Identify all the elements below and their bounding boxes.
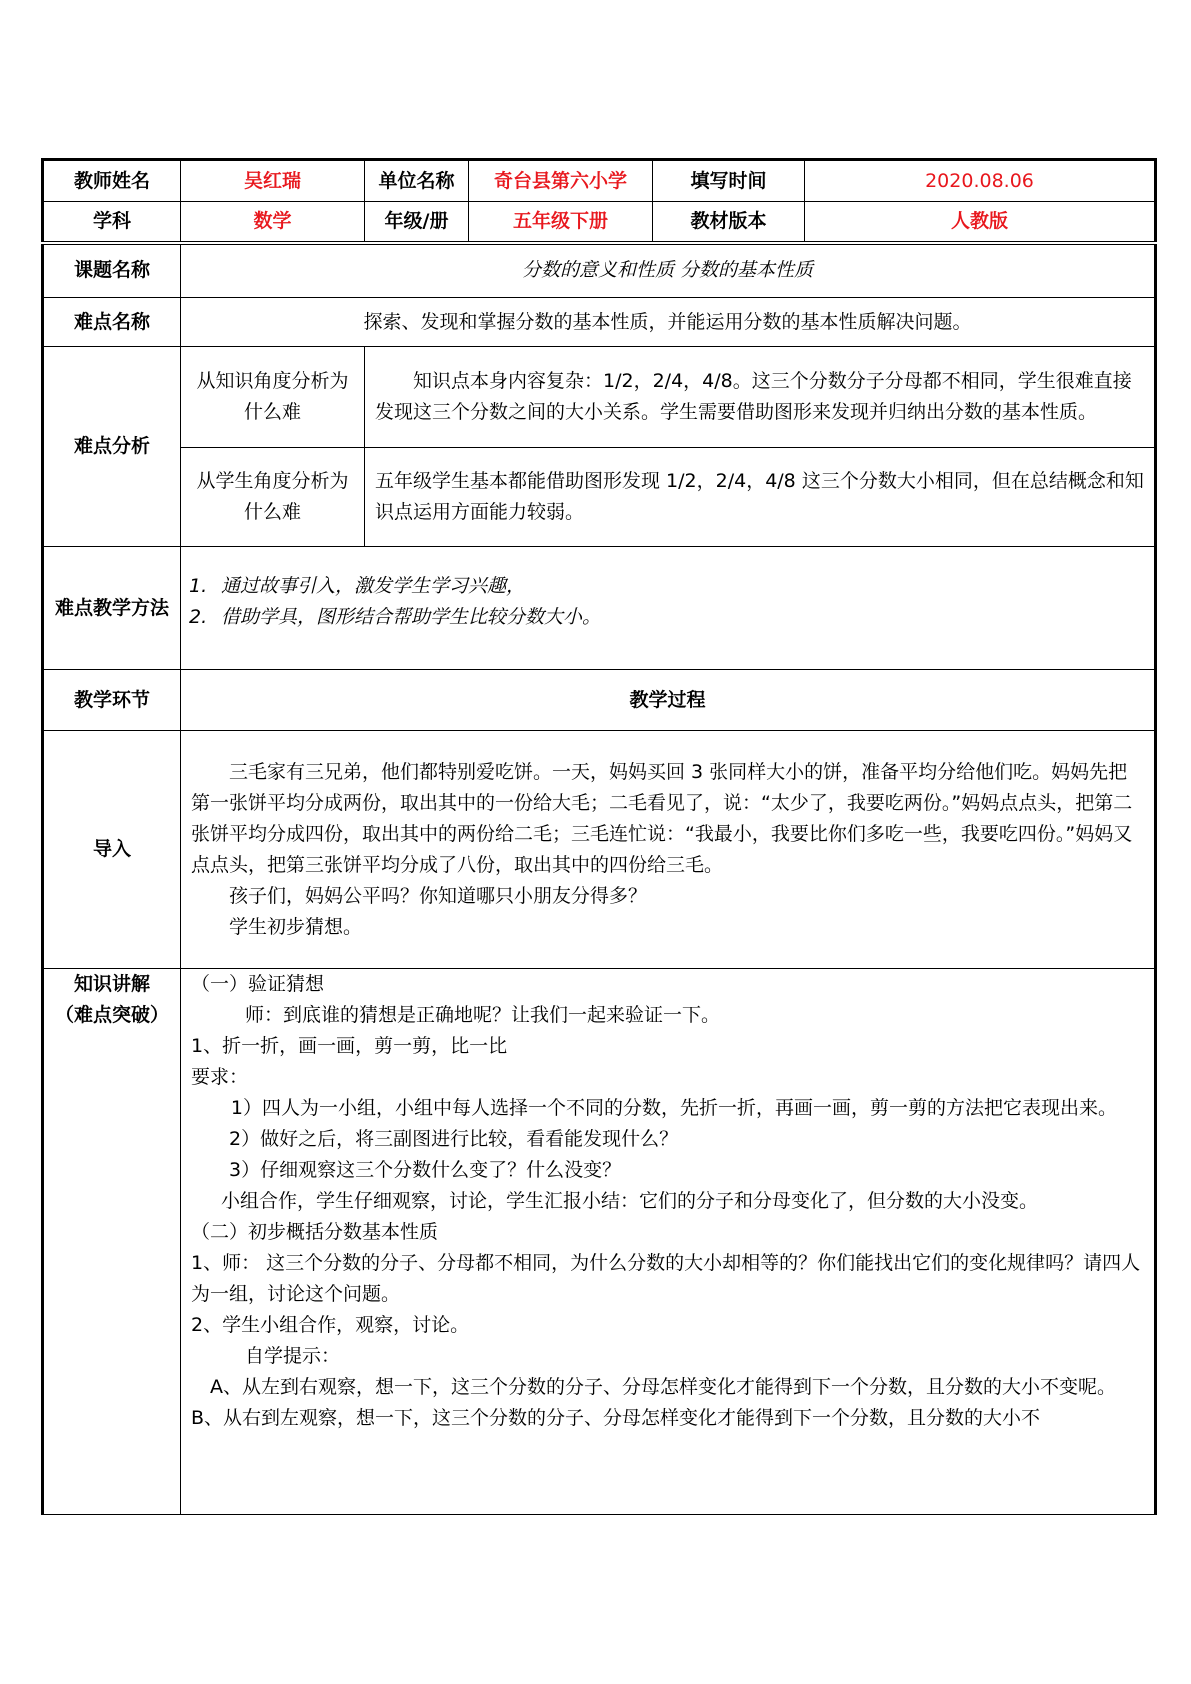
analysis-knowledge-label: 从知识角度分析为什么难 (181, 347, 365, 448)
analysis-label: 难点分析 (43, 347, 181, 547)
analysis-student-cell (365, 448, 1156, 547)
knowledge-line: 要求： (191, 1066, 249, 1088)
knowledge-label-line1: 知识讲解 (73, 973, 150, 995)
methods-label: 难点教学方法 (43, 547, 181, 670)
knowledge-line: 3）仔细观察这三个分数什么变了？什么没变？ (229, 1159, 622, 1181)
knowledge-line: （二）初步概括分数基本性质 (191, 1221, 439, 1243)
methods-cell (181, 547, 1156, 670)
knowledge-line: 2、学生小组合作，观察，讨论。 (191, 1314, 470, 1336)
analysis-student-label: 从学生角度分析为什么难 (181, 448, 365, 547)
knowledge-line: 1、师： 这三个分数的分子、分母都不相同，为什么分数的大小却相等的？你们能找出它们的变化规律吗？请四人为一组，讨论这个问题。 (191, 1252, 1141, 1305)
intro-cell (181, 731, 1156, 969)
knowledge-line: B、从右到左观察，想一下，这三个分数的分子、分母怎样变化才能得到下一个分数，且分数的大小不 (191, 1407, 1041, 1429)
knowledge-label-cell (43, 969, 181, 1515)
knowledge-line: 1、折一折，画一画，剪一剪，比一比 (191, 1035, 508, 1057)
subject-label: 学科 (43, 202, 181, 243)
intro-paragraph: 孩子们，妈妈公平吗？你知道哪只小朋友分得多？ (229, 884, 648, 907)
edition-value: 人教版 (805, 202, 1156, 243)
method-text: 通过故事引入，激发学生学习兴趣， (221, 575, 526, 597)
grade-value: 五年级下册 (469, 202, 653, 243)
knowledge-line: 小组合作，学生仔细观察，讨论，学生汇报小结：它们的分子和分母变化了，但分数的大小没变。 (221, 1190, 1039, 1212)
analysis-knowledge-cell (365, 347, 1156, 448)
grade-label: 年级/册 (365, 202, 469, 243)
unit-label: 单位名称 (365, 160, 469, 202)
method-text: 借助学具，图形结合帮助学生比较分数大小。 (221, 606, 602, 628)
date-label: 填写时间 (653, 160, 805, 202)
knowledge-label-line2: （难点突破） (54, 1004, 169, 1026)
methods-list (189, 571, 1146, 633)
intro-label: 导入 (43, 731, 181, 969)
date-value: 2020.08.06 (805, 160, 1156, 202)
analysis-knowledge-value: 知识点本身内容复杂：1/2，2/4，4/8。这三个分数分子分母都不相同，学生很难直接发现这三个分数之间的大小关系。学生需要借助图形来发现并归纳出分数的基本性质。 (375, 370, 1132, 423)
analysis-student-value: 五年级学生基本都能借助图形发现 1/2，2/4，4/8 这三个分数大小相同，但在总结概念和知识点运用方面能力较弱。 (375, 470, 1144, 523)
difficulty-label: 难点名称 (43, 298, 181, 347)
intro-paragraph: 学生初步猜想。 (229, 915, 363, 938)
knowledge-line: A、从左到右观察，想一下，这三个分数的分子、分母怎样变化才能得到下一个分数，且分数的大小不变呢。 (210, 1376, 1117, 1398)
knowledge-line: 1）四人为一小组，小组中每人选择一个不同的分数，先折一折，再画一画，剪一剪的方法把它表现出来。 (230, 1097, 1117, 1119)
teacher-label: 教师姓名 (43, 160, 181, 202)
method-number: 1. (189, 575, 208, 597)
topic-value: 分数的意义和性质 分数的基本性质 (181, 243, 1156, 298)
knowledge-line: 自学提示： (245, 1345, 341, 1367)
lesson-plan-page (41, 158, 1154, 1515)
subject-value: 数学 (181, 202, 365, 243)
teacher-value: 吴红瑞 (181, 160, 365, 202)
edition-label: 教材版本 (653, 202, 805, 243)
process-header-label: 教学过程 (181, 670, 1156, 731)
lesson-plan-table (41, 158, 1157, 1515)
knowledge-line: 2）做好之后，将三副图进行比较，看看能发现什么？ (229, 1128, 679, 1150)
knowledge-line: 师：到底谁的猜想是正确地呢？让我们一起来验证一下。 (245, 1004, 721, 1026)
method-item (189, 571, 1146, 602)
difficulty-value: 探索、发现和掌握分数的基本性质，并能运用分数的基本性质解决问题。 (181, 298, 1156, 347)
method-item (189, 602, 1146, 633)
topic-label: 课题名称 (43, 243, 181, 298)
knowledge-line: （一）验证猜想 (191, 973, 325, 995)
stage-header-label: 教学环节 (43, 670, 181, 731)
knowledge-cell (181, 969, 1156, 1515)
method-number: 2. (189, 606, 208, 628)
intro-paragraph: 三毛家有三兄弟，他们都特别爱吃饼。一天，妈妈买回 3 张同样大小的饼，准备平均分给他们吃。妈妈先把第一张饼平均分成两份，取出其中的一份给大毛；二毛看见了，说：“太少了，我要吃两份。”妈妈点点头，把第二张饼平均分成四份，取出其中的两份给二毛；三毛连忙说：“我最小，我要比你们多吃一些，我要吃四份。”妈妈又点点头，把第三张饼平均分成了八份，取出其中的四份给三毛。 (191, 760, 1133, 876)
unit-value: 奇台县第六小学 (469, 160, 653, 202)
